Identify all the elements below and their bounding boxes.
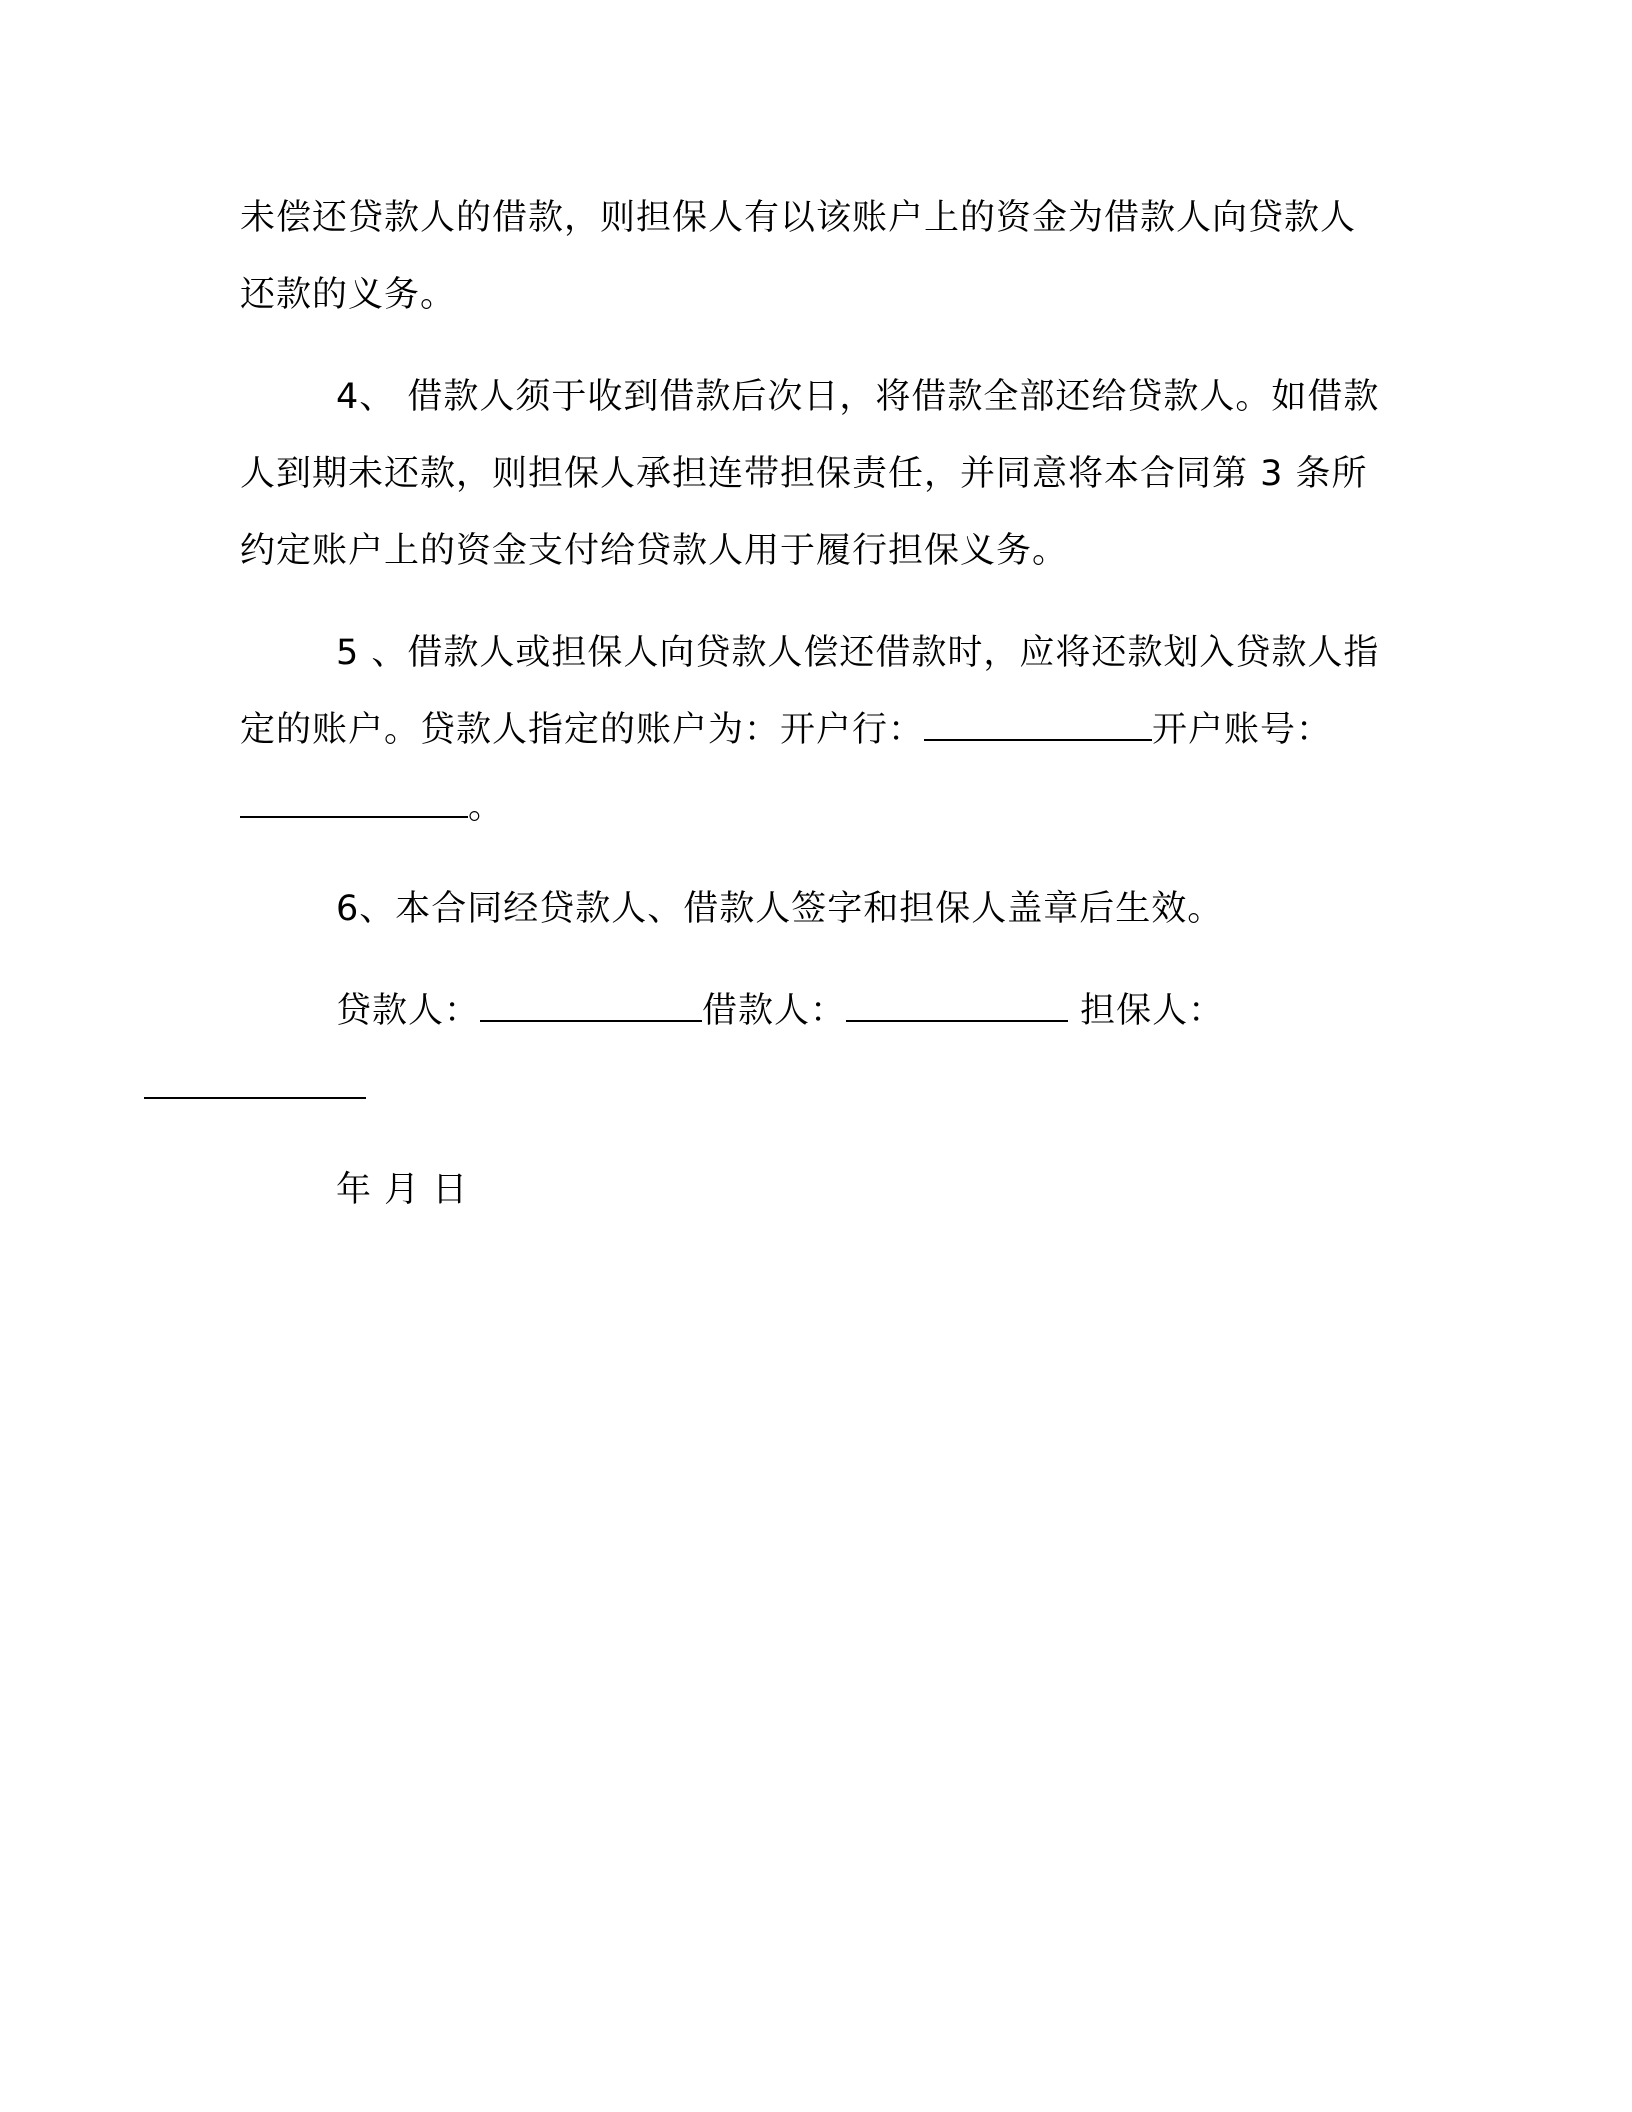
paragraph-clause-6: 6、本合同经贷款人、借款人签字和担保人盖章后生效。 [336, 889, 1224, 929]
guarantor-signature-blank [144, 1069, 366, 1099]
date-line: 年 月 日 [336, 1170, 469, 1210]
guarantor-label: 担保人： [1080, 991, 1225, 1031]
document-body [240, 180, 1380, 1229]
bank-name-blank [924, 711, 1152, 741]
lender-signature-blank [480, 992, 702, 1022]
paragraph-clause-4: 4、 借款人须于收到借款后次日，将借款全部还给贷款人。如借款人到期未还款，则担保人承担连带担保责任，并同意将本合同第 3 条所约定账户上的资金支付给贷款人用于履行担保义务。 [240, 377, 1380, 571]
borrower-signature-blank [846, 992, 1068, 1022]
paragraph-continuation: 未偿还贷款人的借款，则担保人有以该账户上的资金为借款人向贷款人还款的义务。 [240, 198, 1357, 315]
clause-5-text: 5 、借款人或担保人向贷款人偿还借款时，应将还款划入贷款人指定的账户。贷款人指定的账户为：开户行： [240, 633, 1380, 750]
borrower-label: 借款人： [702, 991, 847, 1031]
clause-5-account-label: 开户账号： [1152, 710, 1333, 750]
account-number-blank [240, 788, 468, 818]
signature-line [240, 973, 1380, 1127]
clause-5-end: 。 [468, 787, 505, 827]
lender-label: 贷款人： [336, 991, 481, 1031]
paragraph-clause-5 [240, 615, 1380, 846]
